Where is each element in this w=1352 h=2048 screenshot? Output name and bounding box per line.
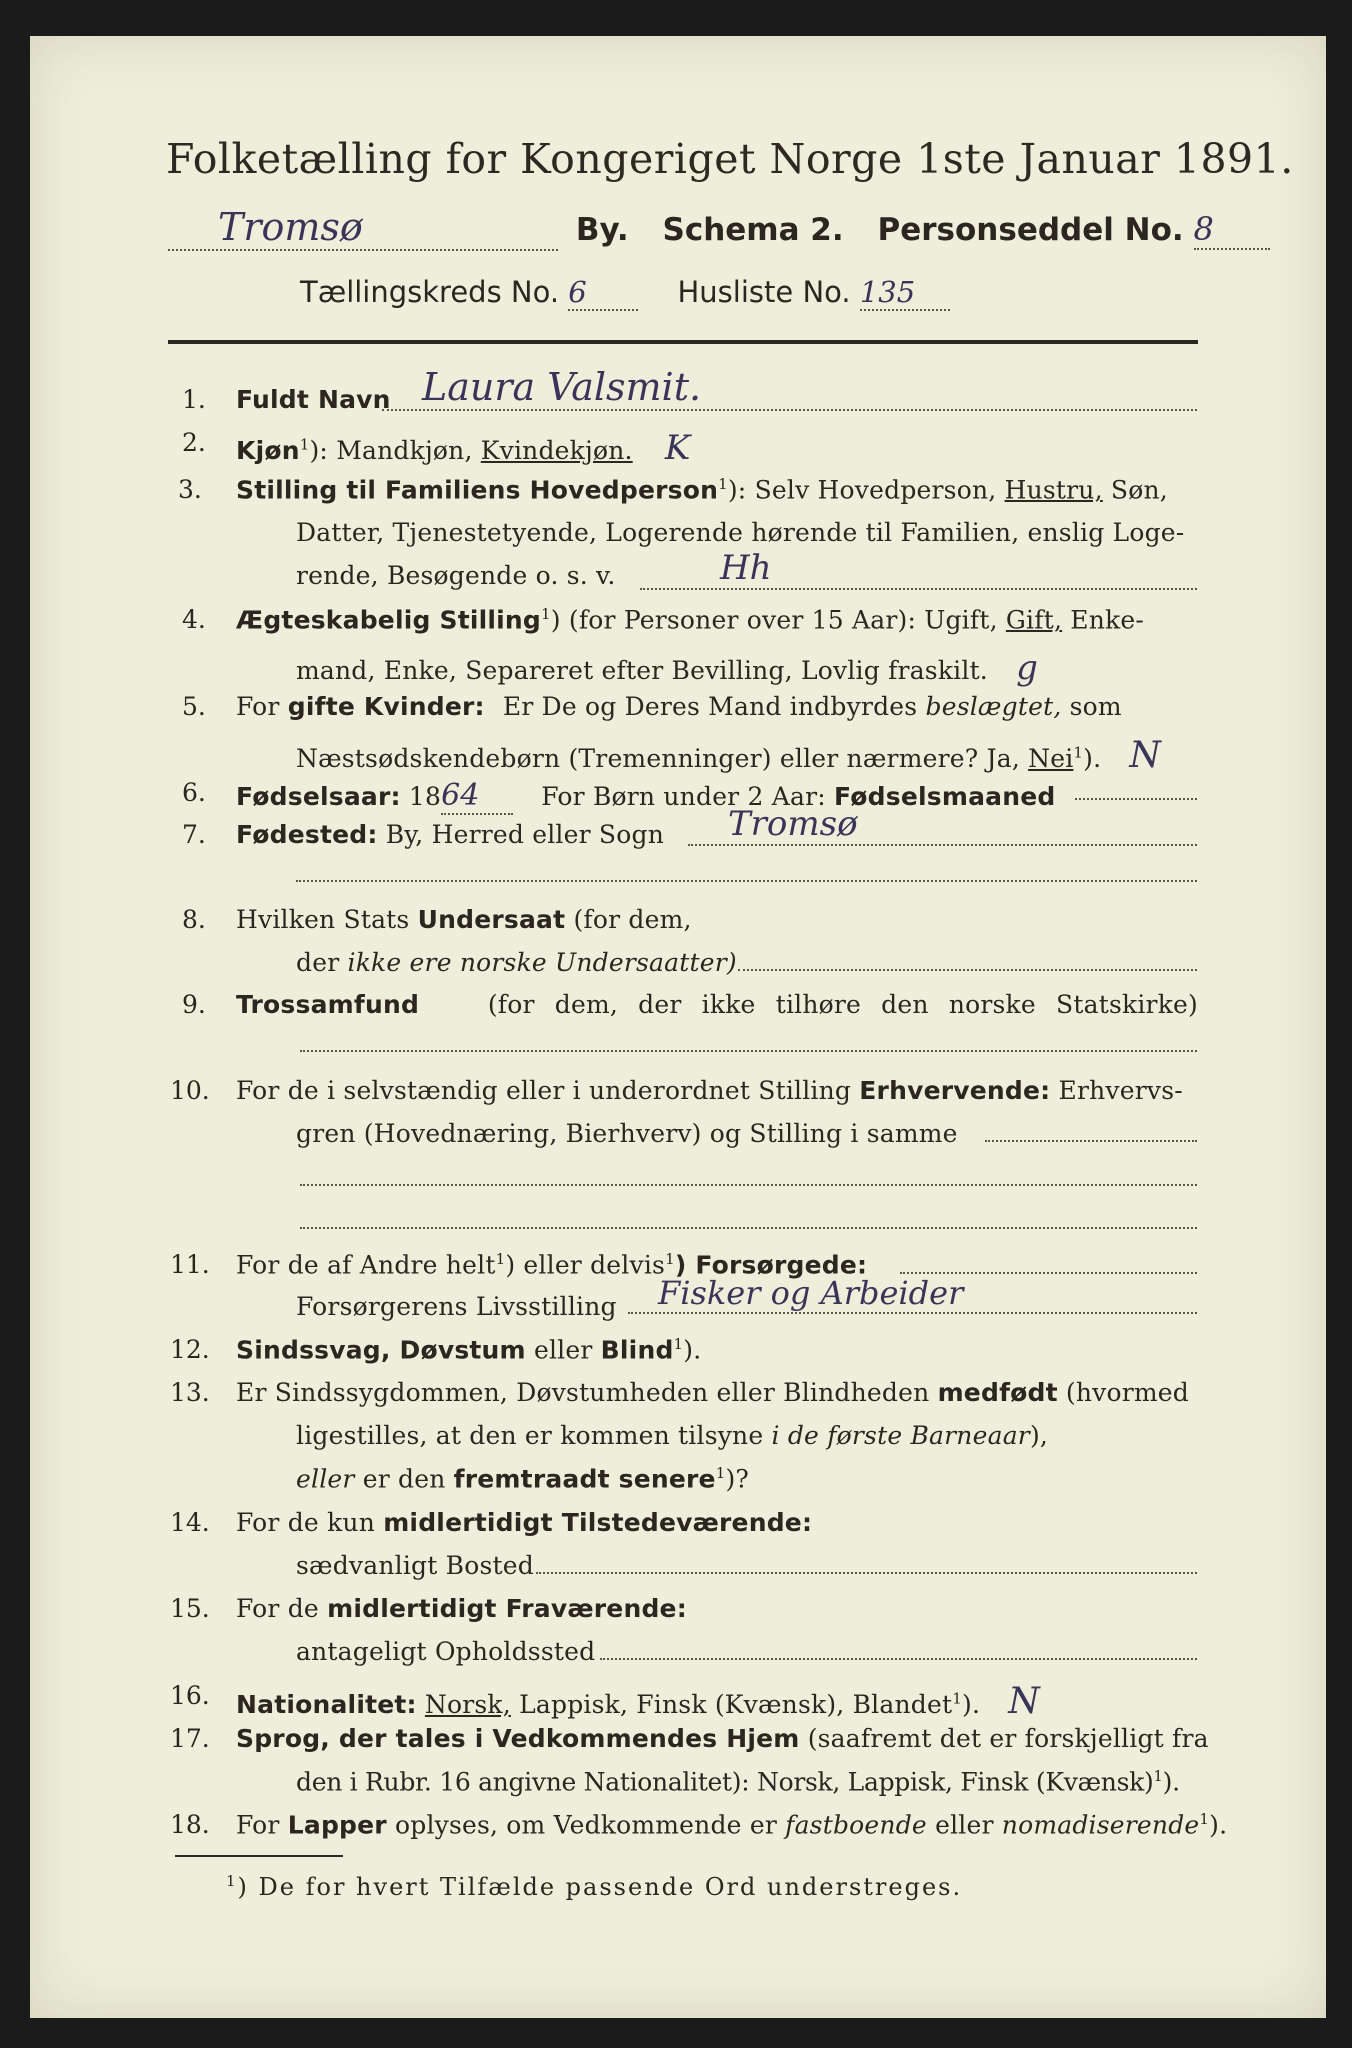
- q13-italic: i de første Barneaar: [771, 1421, 1030, 1450]
- footnote-divider: [175, 1855, 343, 1857]
- form-title: Folketælling for Kongeriget Norge 1ste Januar 1891.: [166, 135, 1294, 183]
- stilling-options: ): Selv Hovedperson,: [727, 475, 997, 505]
- q18-end: ).: [1209, 1810, 1228, 1840]
- gifte-kvinder-label: gifte Kvinder:: [287, 692, 485, 721]
- footnote-ref: 1: [299, 435, 310, 454]
- q13-end: )?: [725, 1464, 750, 1494]
- q17-text: (saafremt det er forskjelligt fra: [807, 1724, 1209, 1753]
- footnote-ref: 1: [718, 475, 728, 493]
- item-13-line-2: [296, 1421, 1048, 1450]
- fremtraadt-label: fremtraadt senere: [453, 1464, 716, 1494]
- q5-selected: Nei: [1028, 744, 1074, 773]
- item-12-line: [236, 1335, 701, 1364]
- kreds-label: Tællingskreds No.: [300, 275, 560, 309]
- q17-text-b: den i Rubr. 16 angivne Nationalitet): Norsk, Lappisk, Finsk (Kvænsk): [296, 1767, 1154, 1797]
- item-number: 6.: [182, 778, 206, 807]
- aegteskab-mark[interactable]: g: [1016, 648, 1039, 688]
- stilling-label: Stilling til Familiens Hovedperson: [236, 475, 719, 505]
- item-number: 7.: [182, 820, 206, 849]
- q8-text: (for dem,: [573, 905, 692, 934]
- q5-end: ).: [1083, 744, 1102, 773]
- item-number: 14.: [170, 1508, 210, 1537]
- item-17-line-1: [236, 1724, 1209, 1753]
- aegteskab-label: Ægteskabelig Stilling: [236, 605, 542, 635]
- aegteskab-options-c: mand, Enke, Separeret efter Bevilling, Lovlig fraskilt.: [296, 656, 988, 685]
- opholdssted-field[interactable]: [600, 1634, 1197, 1660]
- q11-prefix: For de af Andre helt: [236, 1250, 496, 1280]
- item-number: 16.: [170, 1681, 210, 1710]
- personseddel-field[interactable]: 8: [1194, 210, 1270, 250]
- stilling-selected: Hustru,: [1004, 475, 1103, 505]
- item-number: 5.: [182, 692, 206, 721]
- item-15-line-2: antageligt Opholdssted: [296, 1637, 596, 1666]
- husliste-field[interactable]: 135: [860, 275, 950, 311]
- fodselsaar-label: Fødselsaar:: [236, 782, 401, 811]
- item-4-line-2: [296, 648, 1038, 688]
- item-14-line-1: [236, 1508, 812, 1537]
- q12-mid: eller: [533, 1335, 593, 1365]
- item-16-line: [236, 1681, 1040, 1722]
- fuldt-navn-label: Fuldt Navn: [236, 385, 391, 414]
- city-line: [168, 205, 1270, 251]
- schema-label: Schema 2.: [662, 212, 844, 248]
- nationalitet-selected: Norsk,: [424, 1690, 511, 1719]
- q5-mark[interactable]: N: [1129, 735, 1162, 776]
- q5-question-c: Næstsødskendebørn (Tremenninger) eller nærmere? Ja,: [296, 744, 1020, 773]
- item-14-line-2: sædvanligt Bosted: [296, 1551, 534, 1580]
- item-7-line: [236, 820, 664, 849]
- item-number: 4.: [182, 605, 206, 634]
- footnote-ref: 1: [1153, 1767, 1163, 1785]
- footnote-marker: 1: [226, 1872, 238, 1890]
- q5-question: Er De og Deres Mand indbyrdes: [502, 692, 918, 721]
- item-13-line-1: [236, 1378, 1189, 1407]
- q5-prefix: For: [236, 692, 280, 721]
- kjon-mark[interactable]: K: [664, 428, 691, 468]
- q5-question-b: som: [1069, 692, 1122, 721]
- forsorgede-field[interactable]: [900, 1248, 1197, 1274]
- medfodt-label: medfødt: [937, 1378, 1058, 1407]
- item-number: 2.: [182, 428, 206, 457]
- kjon-options: ): Mandkjøn,: [309, 436, 473, 465]
- q15-prefix: For de: [236, 1594, 319, 1623]
- livsstilling-field[interactable]: Fisker og Arbeider: [628, 1274, 1197, 1314]
- footnote-ref: 1: [1073, 743, 1084, 762]
- item-17-line-2: [296, 1767, 1180, 1796]
- kjon-selected: Kvindekjøn.: [480, 436, 633, 465]
- q13-text-b: (hvormed: [1065, 1378, 1190, 1407]
- item-3-line-2: Datter, Tjenestetyende, Logerende hørende til Familien, enslig Loge-: [296, 518, 1185, 547]
- nationalitet-options: Lappisk, Finsk (Kvænsk), Blandet: [519, 1690, 953, 1719]
- q18-text-b: eller: [935, 1810, 994, 1840]
- undersaat-field[interactable]: [738, 944, 1197, 971]
- footnote-text: ) De for hvert Tilfælde passende Ord understreges.: [237, 1873, 963, 1901]
- q11-mid: ) eller delvis: [505, 1250, 666, 1280]
- fodselsaar-prefix: 18: [408, 782, 442, 811]
- q13-italic-b: eller: [296, 1464, 355, 1494]
- fodested-field[interactable]: Tromsø: [688, 804, 1197, 846]
- erhverv-field-2[interactable]: [300, 1160, 1197, 1186]
- item-8-line-2: [296, 948, 737, 977]
- q16-end: ).: [961, 1690, 981, 1719]
- sindssvag-label: Sindssvag, Døvstum: [236, 1335, 526, 1365]
- footnote-ref: 1: [541, 605, 551, 623]
- husliste-label: Husliste No.: [677, 275, 851, 309]
- undersaat-label: Undersaat: [417, 905, 566, 934]
- item-number: 1.: [182, 385, 206, 414]
- trossamfund-label: Trossamfund: [236, 990, 420, 1019]
- fodested-field-2[interactable]: [296, 856, 1197, 882]
- fodested-label: Fødested:: [236, 820, 378, 849]
- q13-text: Er Sindssygdommen, Døvstumheden eller Blindheden: [236, 1378, 930, 1407]
- q5-italic: beslægtet,: [925, 692, 1062, 721]
- personseddel-label: Personseddel No.: [877, 212, 1184, 248]
- fuldt-navn-field[interactable]: Laura Valsmit.: [382, 365, 1197, 411]
- footnote-ref: 1: [715, 1464, 726, 1482]
- bosted-field[interactable]: [536, 1548, 1197, 1574]
- q13-text-e: er den: [362, 1464, 446, 1494]
- footnote-ref: 1: [495, 1250, 506, 1268]
- q10-prefix: For de i selvstændig eller i underordnet Stilling: [236, 1076, 852, 1105]
- item-number: 11.: [170, 1250, 210, 1279]
- trossamfund-field[interactable]: [300, 1026, 1197, 1052]
- q12-end: ).: [683, 1335, 702, 1365]
- q18-italic: fastboende: [785, 1810, 927, 1840]
- q10-text: Erhvervs-: [1058, 1076, 1183, 1105]
- stilling-options-b: Søn,: [1110, 475, 1168, 505]
- item-number: 3.: [178, 475, 202, 504]
- item-3-line-3: [296, 561, 616, 590]
- item-10-line-2: gren (Hovednæring, Bierhverv) og Stilling i samme: [296, 1119, 958, 1148]
- item-number: 8.: [182, 905, 206, 934]
- q8-prefix: Hvilken Stats: [236, 905, 410, 934]
- item-2-line: [236, 428, 690, 468]
- header-divider: [168, 340, 1198, 344]
- item-number: 15.: [170, 1594, 210, 1623]
- item-8-line-1: [236, 905, 692, 934]
- nationalitet-mark[interactable]: N: [1008, 1681, 1040, 1722]
- fravaerende-label: midlertidigt Fraværende:: [327, 1594, 687, 1623]
- fodselsmaaned-field[interactable]: [1075, 770, 1197, 800]
- stilling-options-c: rende, Besøgende o. s. v.: [296, 561, 616, 590]
- item-9-line: [236, 990, 1198, 1019]
- item-13-line-3: [296, 1464, 749, 1493]
- q17-end: ).: [1162, 1767, 1180, 1797]
- born-under-2-text: For Børn under 2 Aar:: [541, 782, 826, 811]
- aegteskab-options: ) (for Personer over 15 Aar): Ugift,: [550, 605, 998, 635]
- nationalitet-label: Nationalitet:: [236, 1690, 417, 1719]
- fodested-text: By, Herred eller Sogn: [385, 820, 665, 849]
- livsstilling-label: Forsørgerens Livsstilling: [296, 1292, 617, 1321]
- footnote-ref: 1: [665, 1250, 675, 1268]
- q13-text-c: ligestilles, at den er kommen tilsyne: [296, 1421, 764, 1450]
- aegteskab-options-b: Enke-: [1070, 605, 1145, 635]
- fodselsaar-field[interactable]: 64: [441, 778, 513, 815]
- item-number: 18.: [170, 1810, 210, 1839]
- item-number: 9.: [182, 990, 206, 1019]
- item-number: 10.: [170, 1076, 210, 1105]
- stilling-field[interactable]: Hh: [640, 548, 1197, 590]
- by-label: By.: [575, 212, 629, 248]
- q18-prefix: For: [236, 1810, 280, 1840]
- item-18-line: [236, 1810, 1227, 1839]
- footnote-ref: 1: [673, 1335, 684, 1353]
- kreds-field[interactable]: 6: [568, 275, 638, 311]
- fodselsmaaned-label: Fødselsmaaned: [834, 782, 1056, 811]
- tilstedevaerende-label: midlertidigt Tilstedeværende:: [383, 1508, 813, 1537]
- blind-label: Blind: [600, 1335, 674, 1365]
- item-number: 12.: [170, 1335, 210, 1364]
- q8-text-b: der: [296, 948, 340, 977]
- erhverv-field-3[interactable]: [300, 1203, 1197, 1229]
- sprog-label: Sprog, der tales i Vedkommendes Hjem: [236, 1724, 800, 1753]
- city-field[interactable]: Tromsø: [168, 205, 558, 251]
- footnote: [226, 1872, 962, 1901]
- kreds-line: [300, 275, 950, 311]
- erhvervende-label: Erhvervende:: [859, 1076, 1051, 1105]
- item-number: 17.: [170, 1724, 210, 1753]
- lapper-label: Lapper: [287, 1810, 387, 1840]
- item-11-line-2: [296, 1292, 617, 1321]
- q18-italic-b: nomadiserende: [1001, 1810, 1200, 1840]
- q14-prefix: For de kun: [236, 1508, 376, 1537]
- trossamfund-text: (for dem, der ikke tilhøre den norske Statskirke): [487, 990, 1198, 1019]
- q13-text-d: ),: [1029, 1421, 1049, 1450]
- item-3-line-1: [236, 475, 1168, 504]
- footnote-ref: 1: [952, 1689, 962, 1708]
- q18-text: oplyses, om Vedkommende er: [394, 1810, 777, 1840]
- item-number: 13.: [170, 1378, 210, 1407]
- item-10-line-1: [236, 1076, 1183, 1105]
- item-5-line-2: [296, 735, 1161, 776]
- erhverv-field-1[interactable]: [985, 1116, 1197, 1142]
- footnote-ref: 1: [1199, 1810, 1210, 1828]
- item-5-line-1: [236, 692, 1122, 721]
- item-4-line-1: [236, 605, 1144, 634]
- forsorgede-label: ) Forsørgede:: [674, 1250, 868, 1280]
- item-15-line-1: [236, 1594, 687, 1623]
- q8-italic: ikke ere norske Undersaatter): [347, 948, 737, 977]
- item-1-line: [236, 385, 391, 414]
- kjon-label: Kjøn: [236, 436, 300, 465]
- aegteskab-selected: Gift,: [1005, 605, 1063, 635]
